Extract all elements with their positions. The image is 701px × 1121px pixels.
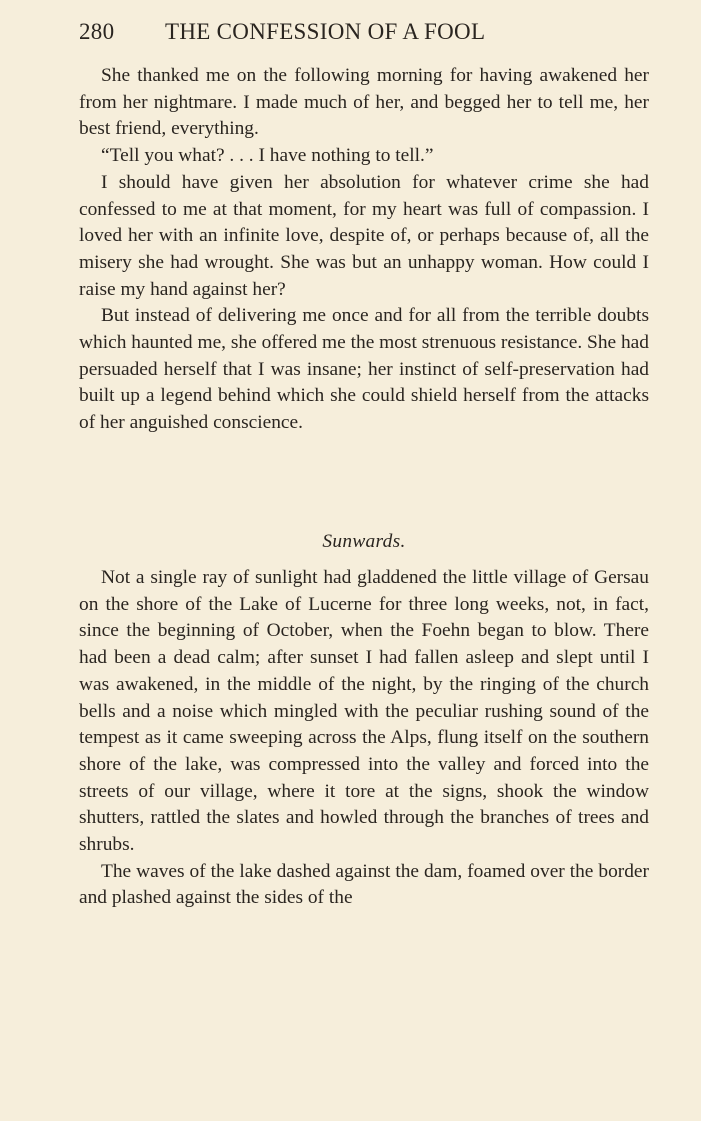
- body-text-top: [79, 63, 649, 437]
- body-text-bottom: [79, 565, 649, 912]
- page-header: [79, 19, 649, 45]
- running-head: THE CONFESSION OF A FOOL: [165, 19, 486, 44]
- paragraph: I should have given her absolution for whatever crime she had confessed to me at that moment, for my heart was full of compassion. I loved her with an infinite love, despite of, or perhaps because of, all the misery she had wrought. She was but an unhappy woman. How could I raise my hand against her?: [79, 171, 649, 300]
- section-title: Sunwards.: [322, 531, 406, 552]
- paragraph: Not a single ray of sunlight had gladdened the little village of Gersau on the shore of the Lake of Lucerne for three long weeks, not, in fact, since the beginning of October, when the Foehn began to blow. There had been a dead calm; after sunset I had fallen asleep and slept until I was awakened, in the middle of the night, by the ringing of the church bells and a noise which mingled with the peculiar rushing sound of the tempest as it came sweeping across the Alps, flung itself on the southern shore of the lake, was compressed into the valley and forced into the streets of our village, where it tore at the signs, shook the window shutters, rattled the slates and howled through the branches of trees and shrubs.: [79, 567, 649, 856]
- paragraph: “Tell you what? . . . I have nothing to tell.”: [101, 145, 434, 167]
- paragraph: The waves of the lake dashed against the dam, foamed over the border and plashed against the sides of the: [79, 860, 649, 909]
- page-number: 280: [79, 19, 115, 44]
- paragraph: But instead of delivering me once and for all from the terrible doubts which haunted me, she offered me the most strenuous resistance. She had persuaded herself that I was insane; her instinct of self-preservation had built up a legend behind which she could shield herself from the attacks of her anguished conscience.: [79, 305, 649, 434]
- paragraph: She thanked me on the following morning for having awakened her from her nightmare. I made much of her, and begged her to tell me, her best friend, everything.: [79, 65, 649, 140]
